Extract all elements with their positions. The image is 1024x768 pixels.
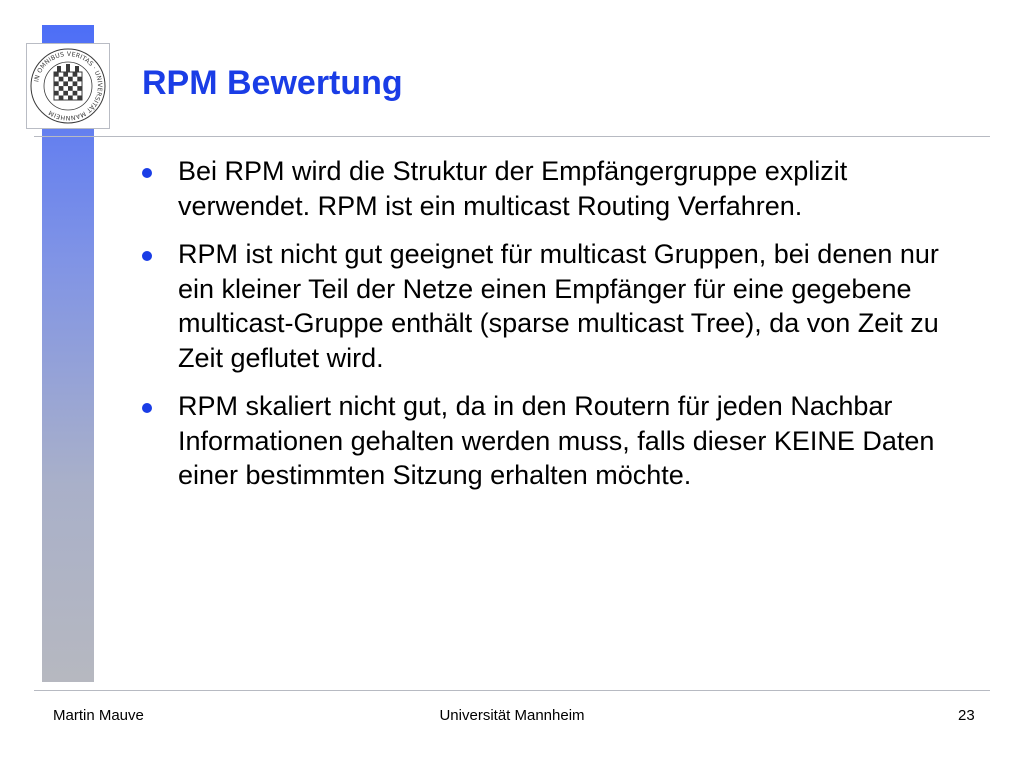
bullet-dot-icon <box>142 168 152 178</box>
bullet-item <box>142 154 982 223</box>
footer-author: Martin Mauve <box>53 707 144 724</box>
footer-institution: Universität Mannheim <box>439 707 585 724</box>
bullet-list <box>142 154 982 507</box>
bullet-text: Bei RPM wird die Struktur der Empfängergruppe explizit verwendet. RPM ist ein multicast Routing Verfahren. <box>178 156 848 221</box>
bullet-item <box>142 389 982 493</box>
bullet-dot-icon <box>142 251 152 261</box>
university-seal-icon <box>26 43 110 129</box>
bullet-item <box>142 237 982 375</box>
bullet-text: RPM skaliert nicht gut, da in den Routern für jeden Nachbar Informationen gehalten werden muss, falls dieser KEINE Daten einer bestimmten Sitzung erhalten möchte. <box>178 391 935 490</box>
seal-text: IN OMNIBUS VERITAS · UNIVERSITÄT MANNHEIM <box>33 50 104 122</box>
footer-page-number: 23 <box>958 707 975 724</box>
bullet-text: RPM ist nicht gut geeignet für multicast Gruppen, bei denen nur ein kleiner Teil der Netze einen Empfänger für eine gegebene multicast-Gruppe enthält (sparse multicast Tree), da von Zeit zu Zeit geflutet wird. <box>178 239 939 373</box>
bullet-dot-icon <box>142 403 152 413</box>
title-divider <box>34 136 990 137</box>
slide-title: RPM Bewertung <box>142 64 403 102</box>
footer-divider <box>34 690 990 691</box>
